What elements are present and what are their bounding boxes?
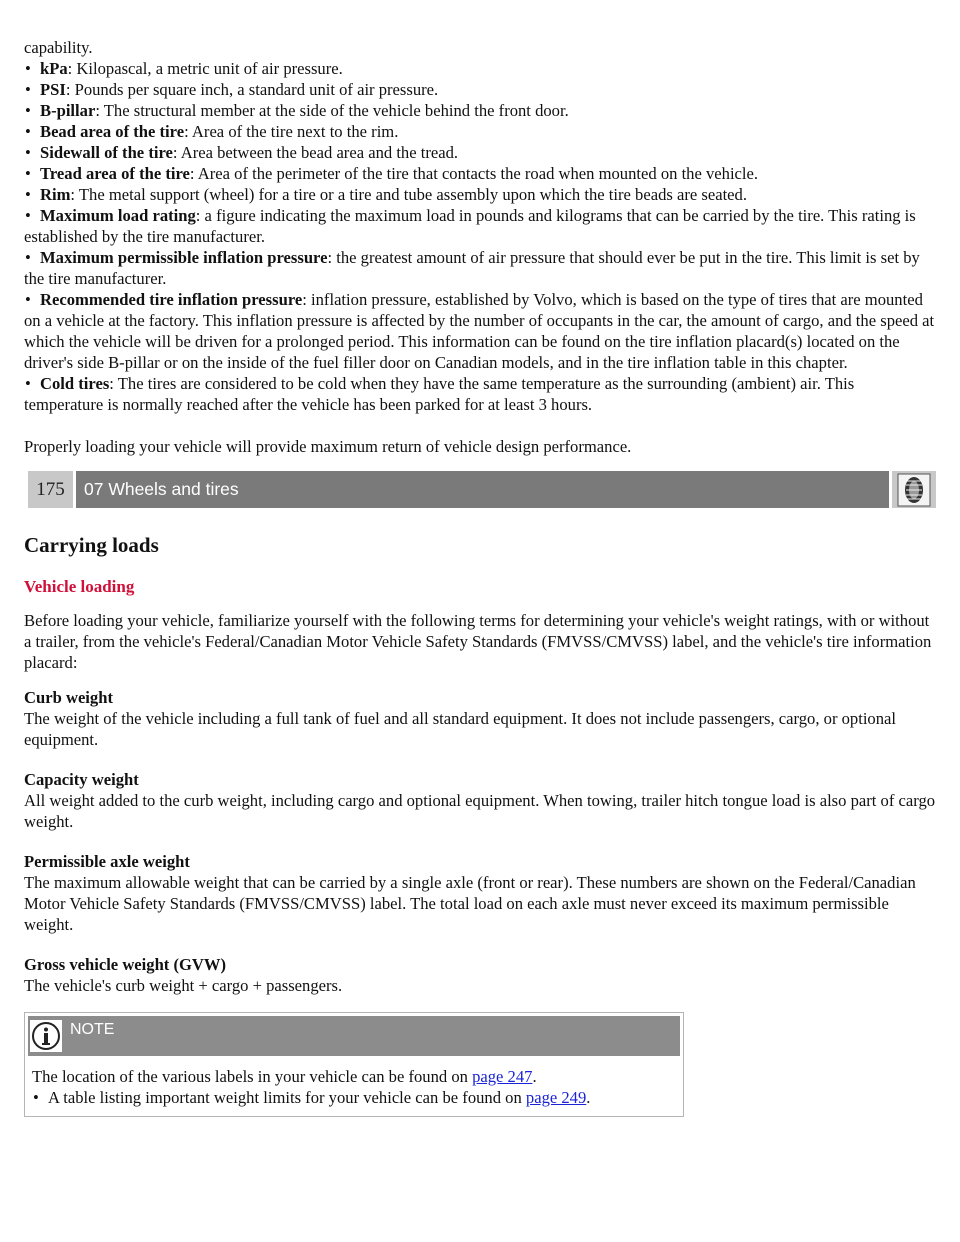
manual-page [24, 37, 936, 1117]
list-item: • Tread area of the tire: Area of the perimeter of the tire that contacts the road when mounted on the vehicle. [25, 164, 759, 183]
note-line: The location of the various labels in your vehicle can be found on page 247. [32, 1067, 537, 1086]
section-header [28, 471, 936, 508]
section-title: 07 Wheels and tires [76, 471, 889, 508]
term-heading: Curb weight [24, 688, 113, 707]
list-item: • Cold tires: The tires are considered to be cold when they have the same temperature as the surrounding (ambient) air. This temperature is normally reached after the vehicle has been parked for at least 3 hours. [24, 374, 855, 414]
bullet-icon: • [25, 374, 31, 393]
list-item: • Rim: The metal support (wheel) for a tire or a tire and tube assembly upon which the tire beads are seated. [25, 185, 747, 204]
intro-text: Before loading your vehicle, familiarize yourself with the following terms for determining your vehicle's weight ratings, with or without a trailer, from the vehicle's Federal/Canadian Motor Vehicle Safety Standards (FMVSS/CMVSS) label, and the vehicle's tire information placard: [24, 611, 932, 672]
term-text: The weight of the vehicle including a full tank of fuel and all standard equipment. It does not include passengers, cargo, or optional equipment. [24, 709, 896, 749]
bullet-icon: • [25, 290, 31, 309]
page-title: Carrying loads [24, 533, 159, 557]
bullet-icon: • [33, 1088, 39, 1107]
bullet-icon: • [25, 143, 31, 162]
term-heading: Capacity weight [24, 770, 139, 789]
term-heading: Gross vehicle weight (GVW) [24, 955, 227, 974]
term-text: All weight added to the curb weight, including cargo and optional equipment. When towing, trailer hitch tongue load is also part of cargo weight. [24, 791, 936, 831]
note-label: NOTE [70, 1020, 115, 1038]
list-item: • Maximum permissible inflation pressure: the greatest amount of air pressure that should ever be put in the tire. This limit is set by the tire manufacturer. [24, 248, 920, 288]
page-247-link[interactable]: page 247 [472, 1067, 533, 1086]
list-item: • Maximum load rating: a figure indicating the maximum load in pounds and kilograms that can be carried by the tire. This rating is established by the tire manufacturer. [24, 206, 916, 246]
bullet-icon: • [25, 248, 31, 267]
bullet-icon: • [25, 80, 31, 99]
bullet-icon: • [25, 206, 31, 225]
list-item: • A table listing important weight limits for your vehicle can be found on page 249. [33, 1088, 591, 1107]
note-box [24, 1012, 684, 1117]
note-body [28, 1056, 680, 1108]
list-item: • Bead area of the tire: Area of the tire next to the rim. [25, 122, 399, 141]
bullet-icon: • [25, 122, 31, 141]
list-item: • Recommended tire inflation pressure: inflation pressure, established by Volvo, which is based on the type of tires that are mounted on a vehicle at the factory. This inflation pressure is affected by the number of occupants in the car, the amount of cargo, and the speed at which the vehicle will be driven for a prolonged period. This information can be found on the tire inflation placard(s) located on the driver's side B-pillar or on the inside of the fuel filler door on Canadian models, and in the tire inflation table in this chapter. [24, 290, 935, 372]
bullet-icon: • [25, 59, 31, 78]
list-item: • kPa: Kilopascal, a metric unit of air pressure. [25, 59, 343, 78]
page-number: 175 [28, 471, 73, 508]
continuation-text: capability. [24, 38, 93, 57]
list-item: • Sidewall of the tire: Area between the bead area and the tread. [25, 143, 459, 162]
note-header [28, 1016, 680, 1056]
tire-icon [892, 471, 936, 508]
bullet-icon: • [25, 101, 31, 120]
page-249-link[interactable]: page 249 [525, 1088, 587, 1107]
note-list [32, 1087, 676, 1108]
list-item: • PSI: Pounds per square inch, a standard unit of air pressure. [25, 80, 439, 99]
info-icon [30, 1020, 62, 1052]
subheading: Vehicle loading [24, 577, 135, 596]
list-item: • B-pillar: The structural member at the side of the vehicle behind the front door. [25, 101, 569, 120]
term-text: The vehicle's curb weight + cargo + passengers. [24, 976, 343, 995]
term-heading: Permissible axle weight [24, 852, 190, 871]
bullet-icon: • [25, 185, 31, 204]
term-text: The maximum allowable weight that can be carried by a single axle (front or rear). These numbers are shown on the Federal/Canadian Motor Vehicle Safety Standards (FMVSS/CMVSS) label. The total load on each axle must never exceed its maximum permissible weight. [24, 873, 916, 934]
bullet-icon: • [25, 164, 31, 183]
closing-text: Properly loading your vehicle will provide maximum return of vehicle design performance. [24, 437, 632, 456]
tire-terms-list [24, 58, 936, 415]
